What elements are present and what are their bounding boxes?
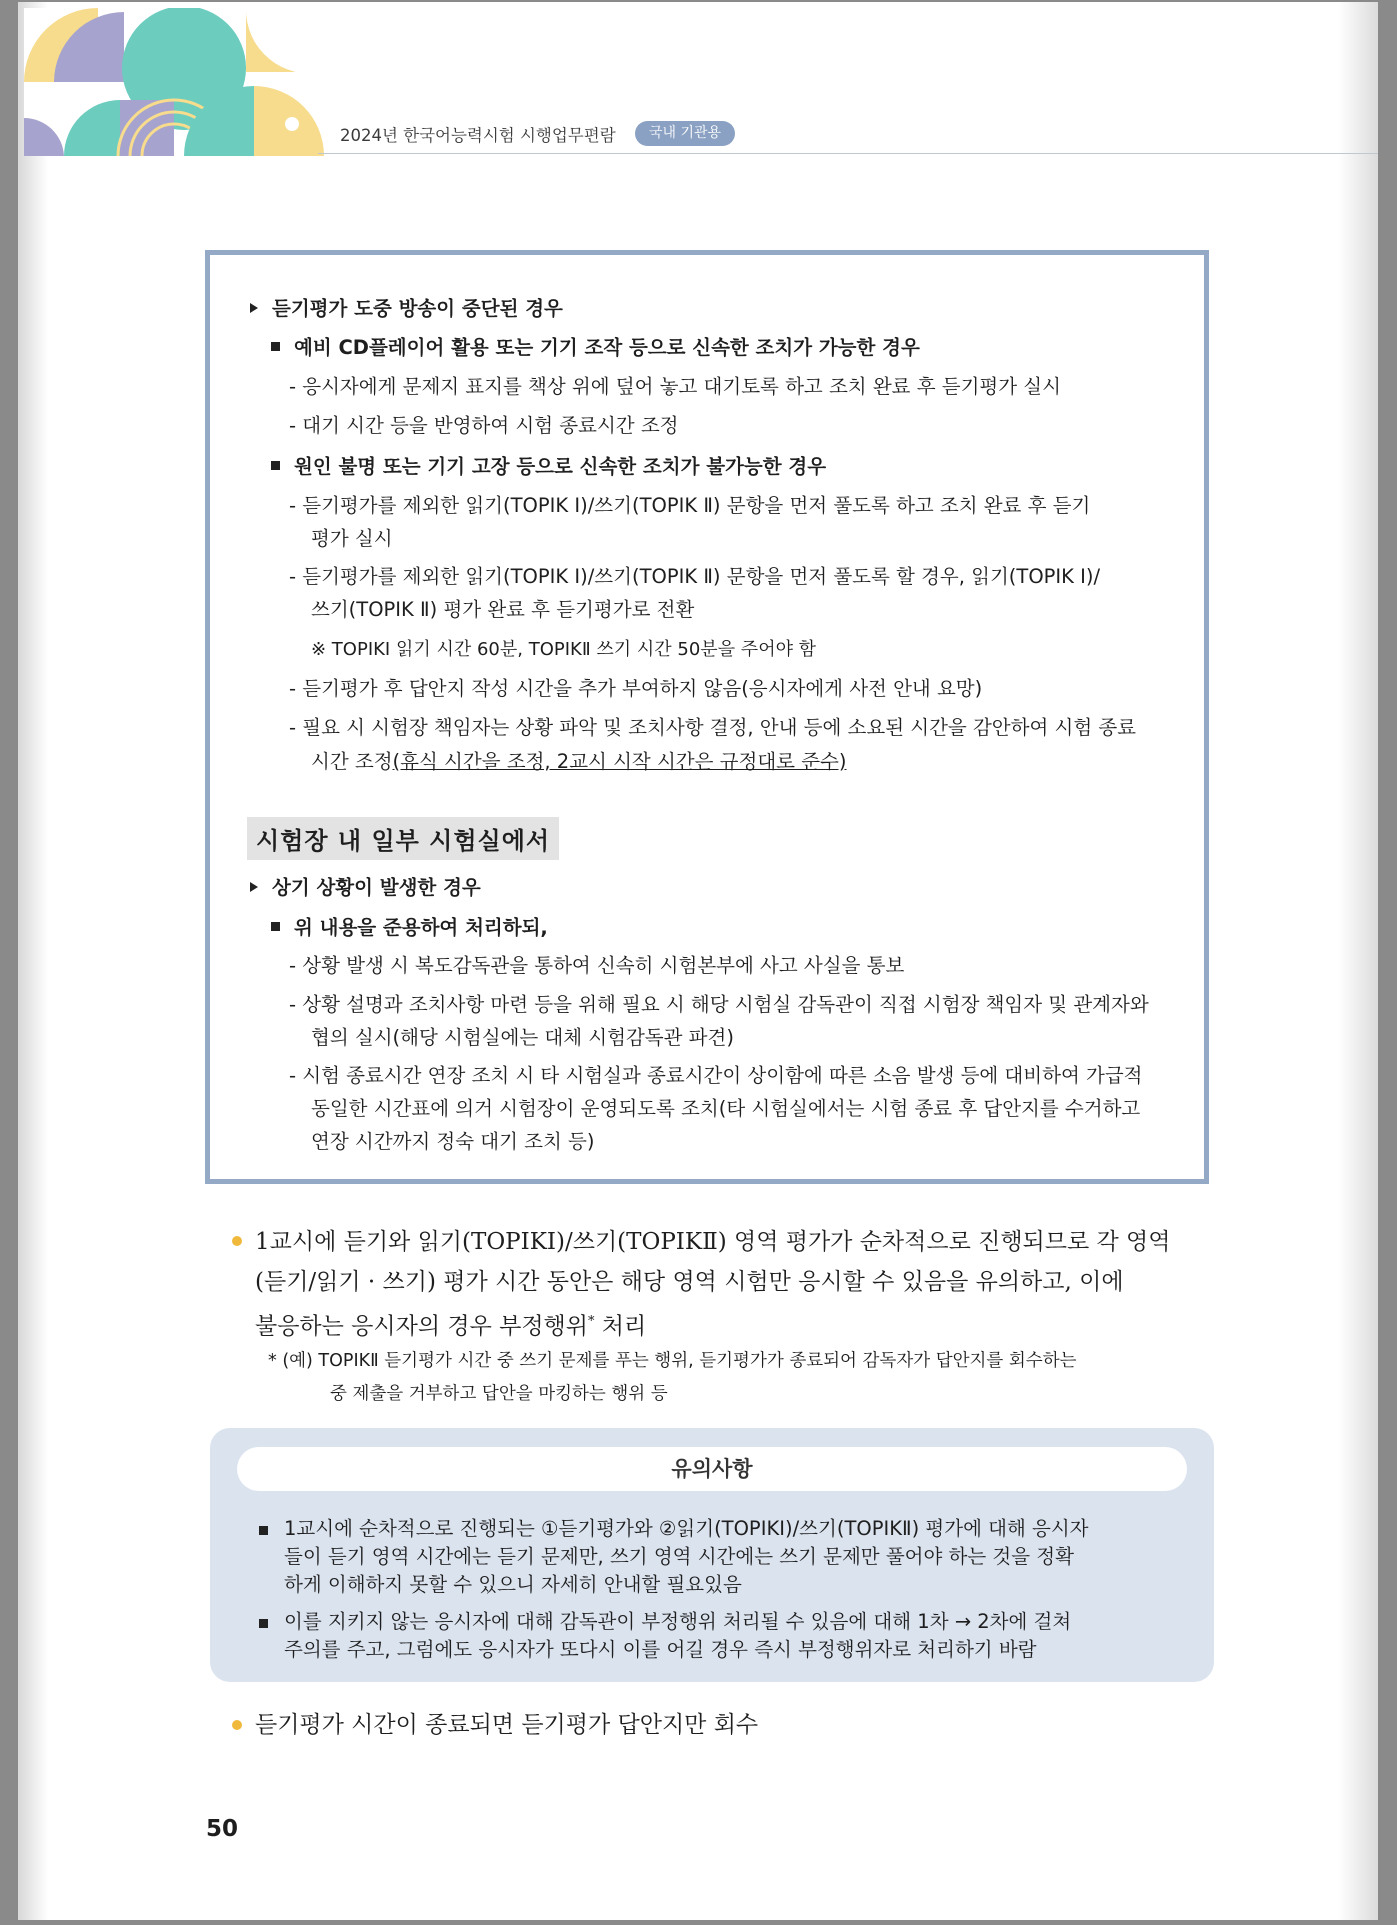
- box-line: - 상황 설명과 조치사항 마련 등을 위해 필요 시 해당 시험실 감독관이 직접 시험장 책임자 및 관계자와: [289, 993, 1149, 1016]
- header-title: 2024년 한국어능력시험 시행업무편람: [340, 126, 616, 145]
- box-line: 협의 실시(해당 시험실에는 대체 시험감독관 파견): [311, 1026, 734, 1049]
- notice-line: 이를 지키지 않는 응시자에 대해 감독관이 부정행위 처리될 수 있음에 대해 1차 → 2차에 걸쳐: [284, 1610, 1072, 1633]
- section-title-partial-rooms: 시험장 내 일부 시험실에서: [247, 817, 559, 860]
- document-page: [18, 2, 1378, 1920]
- box-subheading-quick-fix: 예비 CD플레이어 활용 또는 기기 조작 등으로 신속한 조치가 가능한 경우: [271, 335, 920, 361]
- yellow-bullet-icon: [232, 1236, 242, 1246]
- header-divider: [318, 153, 1378, 154]
- box-note: ※ TOPIKⅠ 읽기 시간 60분, TOPIKⅡ 쓰기 시간 50분을 주어야 함: [311, 639, 817, 660]
- yellow-bullet-icon: [232, 1720, 242, 1730]
- footnote-marker: *: [588, 1314, 595, 1329]
- square-bullet-icon: [259, 1619, 268, 1628]
- notice-box: [210, 1428, 1214, 1682]
- box-line: - 시험 종료시간 연장 조치 시 타 시험실과 종료시간이 상이함에 따른 소음 발생 등에 대비하여 가급적: [289, 1064, 1143, 1087]
- square-bullet-icon: [259, 1526, 268, 1535]
- box-heading-situation: 상기 상황이 발생한 경우: [250, 875, 481, 901]
- notice-line: 들이 듣기 영역 시간에는 듣기 문제만, 쓰기 영역 시간에는 쓰기 문제만 풀어야 하는 것을 정확: [284, 1545, 1074, 1568]
- box-line-with-underline: 시간 조정(휴식 시간을 조정, 2교시 시작 시간은 규정대로 준수): [311, 750, 847, 773]
- box-line: 동일한 시간표에 의거 시험장이 운영되도록 조치(타 시험실에서는 시험 종료 후 답안지를 수거하고: [311, 1097, 1141, 1120]
- square-bullet-icon: [271, 922, 280, 931]
- main-paragraph-line: 듣기평가 시간이 종료되면 듣기평가 답안지만 회수: [255, 1712, 759, 1738]
- box-line: - 응시자에게 문제지 표지를 책상 위에 덮어 놓고 대기토록 하고 조치 완료 후 듣기평가 실시: [289, 375, 1061, 398]
- page-edge-shadow-left: [18, 2, 48, 1920]
- page-edge-shadow-right: [1338, 2, 1378, 1920]
- box-line: - 대기 시간 등을 반영하여 시험 종료시간 조정: [289, 414, 679, 437]
- notice-line: 하게 이해하지 못할 수 있으니 자세히 안내할 필요있음: [284, 1573, 742, 1596]
- triangle-bullet-icon: [250, 882, 258, 892]
- box-line: - 상황 발생 시 복도감독관을 통하여 신속히 시험본부에 사고 사실을 통보: [289, 954, 905, 977]
- notice-title: 유의사항: [237, 1447, 1187, 1491]
- box-line: - 듣기평가 후 답안지 작성 시간을 추가 부여하지 않음(응시자에게 사전 안내 요망): [289, 677, 983, 700]
- footnote-line: * (예) TOPIKⅡ 듣기평가 시간 중 쓰기 문제를 푸는 행위, 듣기평가가 종료되어 감독자가 답안지를 회수하는: [268, 1351, 1077, 1371]
- square-bullet-icon: [271, 342, 280, 351]
- box-subheading-no-quick-fix: 원인 불명 또는 기기 고장 등으로 신속한 조치가 불가능한 경우: [271, 454, 826, 480]
- header-badge: 국내 기관용: [635, 121, 735, 146]
- notice-line: 주의를 주고, 그럼에도 응시자가 또다시 이를 어길 경우 즉시 부정행위자로 처리하기 바람: [284, 1638, 1037, 1661]
- box-line: - 듣기평가를 제외한 읽기(TOPIK Ⅰ)/쓰기(TOPIK Ⅱ) 문항을 먼저 풀도록 하고 조치 완료 후 듣기: [289, 494, 1091, 517]
- main-paragraph-line: (듣기/읽기 · 쓰기) 평가 시간 동안은 해당 영역 시험만 응시할 수 있음을 유의하고, 이에: [255, 1269, 1124, 1295]
- square-bullet-icon: [271, 461, 280, 470]
- procedure-box: [205, 250, 1209, 1184]
- box-line: - 필요 시 시험장 책임자는 상황 파악 및 조치사항 결정, 안내 등에 소요된 시간을 감안하여 시험 종료: [289, 716, 1137, 739]
- box-subheading-apply: 위 내용을 준용하여 처리하되,: [271, 915, 548, 941]
- box-line: 평가 실시: [311, 527, 393, 550]
- main-paragraph-line: 불응하는 응시자의 경우 부정행위* 처리: [255, 1313, 647, 1340]
- page-number: 50: [206, 1816, 239, 1842]
- footnote-line: 중 제출을 거부하고 답안을 마킹하는 행위 등: [330, 1384, 668, 1404]
- underlined-note: (휴식 시간을 조정, 2교시 시작 시간은 규정대로 준수): [392, 750, 847, 773]
- notice-line: 1교시에 순차적으로 진행되는 ①듣기평가와 ②읽기(TOPIKⅠ)/쓰기(TOPIKⅡ) 평가에 대해 응시자: [284, 1517, 1089, 1540]
- main-paragraph-line: 1교시에 듣기와 읽기(TOPIKⅠ)/쓰기(TOPIKⅡ) 영역 평가가 순차적으로 진행되므로 각 영역: [255, 1229, 1171, 1255]
- triangle-bullet-icon: [250, 303, 258, 313]
- box-heading-broadcast-stop: 듣기평가 도중 방송이 중단된 경우: [250, 296, 563, 322]
- box-line: 연장 시간까지 정숙 대기 조치 등): [311, 1130, 595, 1153]
- box-line: 쓰기(TOPIK Ⅱ) 평가 완료 후 듣기평가로 전환: [311, 598, 695, 621]
- header-decoration-icon: [24, 8, 324, 156]
- box-line: - 듣기평가를 제외한 읽기(TOPIK Ⅰ)/쓰기(TOPIK Ⅱ) 문항을 먼저 풀도록 할 경우, 읽기(TOPIK Ⅰ)/: [289, 565, 1101, 588]
